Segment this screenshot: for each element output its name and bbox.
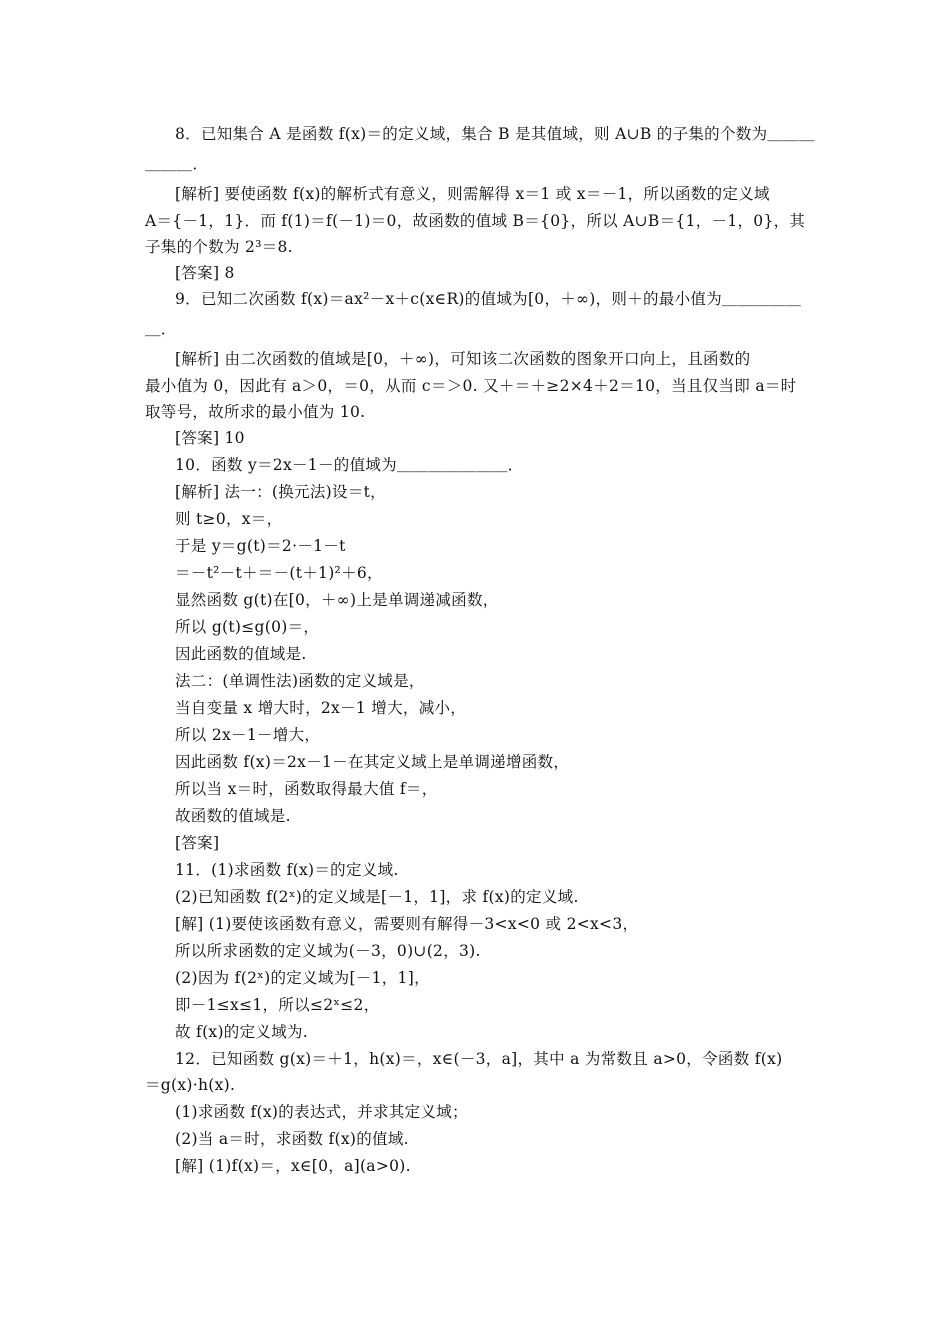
q11-solution: [解] (1)要使该函数有意义，需要则有解得－3<x<0 或 2<x<3， <box>175 915 639 933</box>
q10-step: 于是 y＝g(t)＝2·－1－t <box>175 537 346 555</box>
q10-step: 显然函数 g(t)在[0，＋∞)上是单调递减函数， <box>175 591 499 609</box>
q10-step: 所以当 x＝时，函数取得最大值 f＝， <box>175 780 438 798</box>
q9-analysis-line2: 最小值为 0，因此有 a＞0，＝0，从而 c＝＞0. 又＋＝＋≥2×4＋2＝10，当且仅当即 a＝时 <box>145 377 797 395</box>
q12-part2: (2)当 a＝时，求函数 f(x)的值域. <box>175 1130 409 1148</box>
q11-step: 所以所求函数的定义域为(－3，0)∪(2，3). <box>175 942 481 960</box>
q11-part2: (2)已知函数 f(2ˣ)的定义域是[－1，1]，求 f(x)的定义域. <box>175 888 579 906</box>
q10-step: 所以 g(t)≤g(0)＝， <box>175 618 320 636</box>
q8-text: 8．已知集合 A 是函数 f(x)＝的定义域，集合 B 是其值域，则 A∪B 的子集的个数为＿＿＿ <box>175 125 815 143</box>
q10-text: 10．函数 y＝2x－1－的值域为＿＿＿＿＿＿＿． <box>175 456 524 474</box>
q10-step: 因此函数的值域是. <box>175 645 307 663</box>
q11-step: (2)因为 f(2ˣ)的定义域为[－1，1]， <box>175 969 430 987</box>
q10-method2: 法二：(单调性法)函数的定义域是， <box>175 672 425 690</box>
q11-text: 11．(1)求函数 f(x)＝的定义域. <box>175 861 399 879</box>
q10-step: 当自变量 x 增大时，2x－1 增大，减小， <box>175 699 467 717</box>
q12-solution: [解] (1)f(x)＝，x∈[0，a](a>0). <box>175 1157 411 1175</box>
q10-step: 则 t≥0，x＝， <box>175 510 283 528</box>
q9-answer: [答案] 10 <box>175 429 245 447</box>
q12-text-cont: ＝g(x)·h(x). <box>145 1076 236 1094</box>
q10-step: ＝－t²－t＋＝－(t＋1)²＋6， <box>175 564 383 582</box>
q10-answer: [答案] <box>175 834 220 852</box>
q12-part1: (1)求函数 f(x)的表达式，并求其定义域； <box>175 1103 468 1121</box>
q8-answer: [答案] 8 <box>175 264 235 282</box>
q9-text: 9．已知二次函数 f(x)＝ax²－x＋c(x∈R)的值域为[0，＋∞)，则＋的最小值为＿＿＿＿＿ <box>175 290 802 308</box>
q12-text: 12．已知函数 g(x)＝＋1，h(x)＝，x∈(－3，a]，其中 a 为常数且 a>0，令函数 f(x) <box>175 1050 783 1068</box>
q9-analysis: [解析] 由二次函数的值域是[0，＋∞)，可知该二次函数的图象开口向上，且函数的 <box>175 350 751 368</box>
q10-step: 故函数的值域是. <box>175 807 291 825</box>
q10-step: 因此函数 f(x)＝2x－1－在其定义域上是单调递增函数， <box>175 753 570 771</box>
q9-text-cont: ＿． <box>145 320 177 338</box>
q10-step: 所以 2x－1－增大， <box>175 726 321 744</box>
q8-analysis: [解析] 要使函数 f(x)的解析式有意义，则需解得 x＝1 或 x＝－1，所以函数的定义域 <box>175 185 770 203</box>
q11-step: 故 f(x)的定义域为. <box>175 1023 309 1041</box>
q8-analysis-line3: 子集的个数为 2³＝8. <box>145 238 293 256</box>
q9-analysis-line3: 取等号，故所求的最小值为 10. <box>145 403 366 421</box>
q11-step: 即－1≤x≤1，所以≤2ˣ≤2， <box>175 996 380 1014</box>
q10-analysis: [解析] 法一：(换元法)设＝t， <box>175 483 386 501</box>
q8-text-cont: ＿＿＿． <box>145 155 209 173</box>
q8-analysis-line2: A＝{－1，1}．而 f(1)＝f(－1)＝0，故函数的值域 B＝{0}，所以 A∪B＝{1，－1，0}，其 <box>145 212 806 230</box>
